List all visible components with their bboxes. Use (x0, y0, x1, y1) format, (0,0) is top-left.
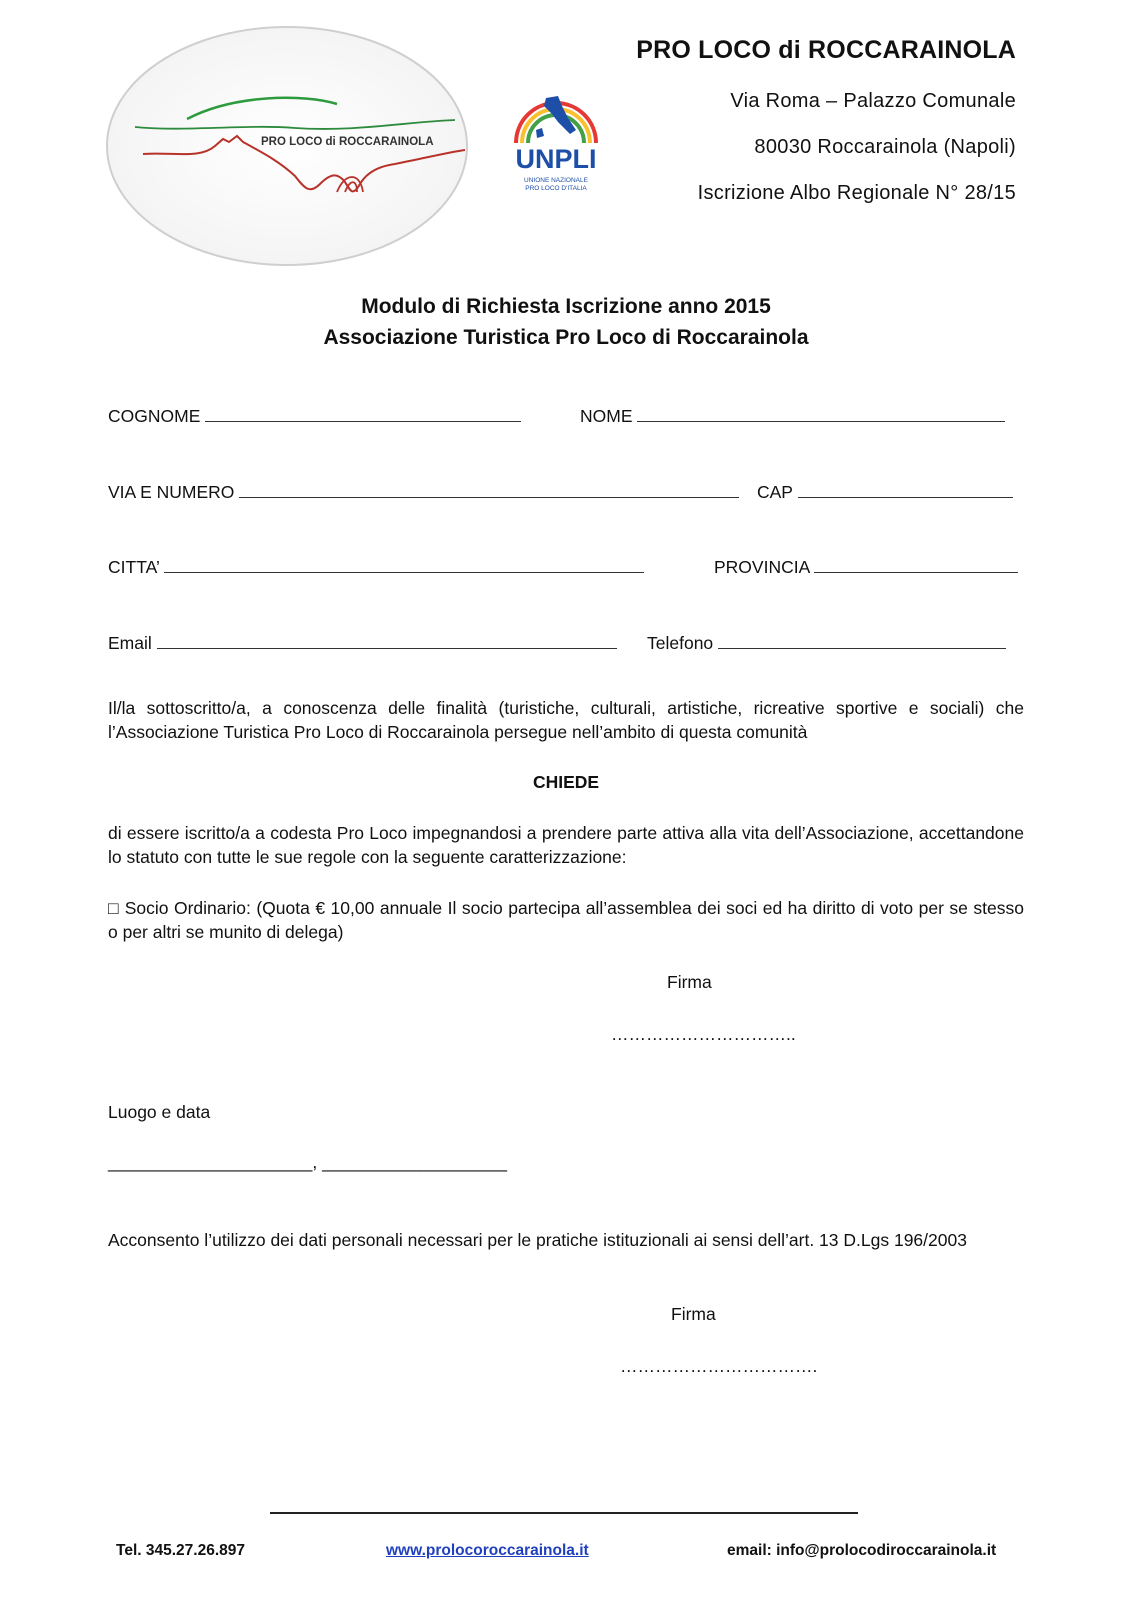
unpli-text: UNPLI (515, 144, 597, 174)
logo-text: PRO LOCO di ROCCARAINOLA (261, 136, 434, 148)
cap-field[interactable] (757, 482, 1013, 503)
citta-input-line[interactable] (164, 557, 644, 573)
citta-label: CITTA’ (108, 557, 160, 577)
intro-paragraph: Il/la sottoscritto/a, a conoscenza delle finalità (turistiche, culturali, artistiche, ricreative sportive e sociali) che l’Associazione Turistica Pro Loco di Roccarainola persegue nell’ambito di questa comunità (108, 698, 1024, 742)
footer-telephone: Tel. 345.27.26.897 (116, 1542, 245, 1559)
citta-field[interactable] (108, 557, 644, 578)
cognome-label: COGNOME (108, 406, 201, 426)
email-field[interactable] (108, 633, 617, 654)
form-subtitle: Associazione Turistica Pro Loco di Roccarainola (323, 326, 809, 349)
unpli-subtext-1: UNIONE NAZIONALE (524, 177, 588, 184)
via-input-line[interactable] (239, 482, 739, 498)
provincia-label: PROVINCIA (714, 557, 810, 577)
telefono-label: Telefono (647, 633, 714, 653)
socio-ordinario-option[interactable]: □ Socio Ordinario: (Quota € 10,00 annuale Il socio partecipa all’assemblea dei soci ed ha diritto di voto per se stesso o per altri se munito di delega) (108, 898, 1024, 942)
firma-label-1: Firma (667, 972, 712, 992)
unpli-logo (506, 88, 606, 206)
cognome-field[interactable] (108, 406, 521, 427)
request-paragraph: di essere iscritto/a a codesta Pro Loco impegnandosi a prendere parte attiva alla vita dell’Associazione, accettandone lo statuto con tutte le sue regole con la seguente caratterizzazione: (108, 823, 1024, 867)
cognome-input-line[interactable] (205, 406, 521, 422)
luogo-data-input-line[interactable]: _____________________, ___________________ (108, 1152, 508, 1172)
signature-line-2[interactable]: ……………………………. (620, 1356, 818, 1376)
via-label: VIA E NUMERO (108, 482, 235, 502)
cap-label: CAP (757, 482, 793, 502)
email-label: Email (108, 633, 152, 653)
footer-website-link[interactable]: www.prolocoroccarainola.it (386, 1542, 589, 1559)
footer-email: email: info@prolocodiroccarainola.it (727, 1542, 997, 1559)
nome-label: NOME (580, 406, 633, 426)
telefono-field[interactable] (647, 633, 1006, 654)
form-title: Modulo di Richiesta Iscrizione anno 2015 (361, 295, 771, 318)
address-line-3: Iscrizione Albo Regionale N° 28/15 (697, 182, 1016, 204)
nome-input-line[interactable] (637, 406, 1005, 422)
provincia-input-line[interactable] (814, 557, 1018, 573)
organization-name: PRO LOCO di ROCCARAINOLA (636, 36, 1016, 64)
email-input-line[interactable] (157, 633, 617, 649)
chiede-heading: CHIEDE (532, 772, 600, 792)
provincia-field[interactable] (714, 557, 1018, 578)
luogo-data-label: Luogo e data (108, 1102, 211, 1122)
address-line-1: Via Roma – Palazzo Comunale (730, 90, 1016, 112)
firma-label-2: Firma (671, 1304, 716, 1324)
address-line-2: 80030 Roccarainola (Napoli) (754, 136, 1016, 158)
nome-field[interactable] (580, 406, 1005, 427)
unpli-subtext-2: PRO LOCO D'ITALIA (525, 185, 587, 192)
consent-paragraph: Acconsento l’utilizzo dei dati personali necessari per le pratiche istituzionali ai sensi dell’art. 13 D.Lgs 196/2003 (108, 1230, 967, 1250)
signature-line-1[interactable]: ………………………….. (611, 1024, 796, 1044)
pro-loco-logo (105, 24, 470, 268)
telefono-input-line[interactable] (718, 633, 1006, 649)
footer-divider (270, 1512, 858, 1514)
cap-input-line[interactable] (798, 482, 1013, 498)
via-field[interactable] (108, 482, 739, 503)
